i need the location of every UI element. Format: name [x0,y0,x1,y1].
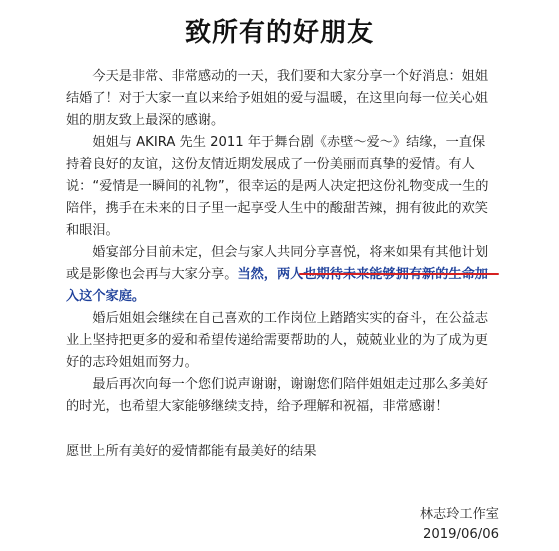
closing-wish: 愿世上所有美好的爱情都能有最美好的结果 [66,444,317,459]
paragraph-story: 姐姐与 AKIRA 先生 2011 年于舞台剧《赤壁～爱～》结缘，一直保持着良好的友谊，这份友情近期发展成了一份美丽而真挚的爱情。有人说：“爱情是一瞬间的礼物”，很幸运的是两人决定把这份礼物变成一生的陪伴，携手在未来的日子里一起享受人生中的酸甜苦辣，拥有彼此的欢笑和眼泪。 [66,135,489,238]
paragraph-announcement: 今天是非常、非常感动的一天，我们要和大家分享一个好消息：姐姐结婚了！对于大家一直以来给予姐姐的爱与温暖，在这里向每一位关心姐姐的朋友致上最深的感谢。 [66,69,489,128]
letter-title: 致所有的好朋友 [184,18,374,48]
paragraph-wedding [66,242,498,308]
signature-block [319,505,499,545]
letter-body [66,66,498,418]
signature-studio: 林志玲工作室 [419,507,499,522]
highlighted-sentence: 当然，两人也期待未来能够拥有新的生命加入这个家庭。 [66,267,488,304]
paragraph-career: 婚后姐姐会继续在自己喜欢的工作岗位上踏踏实实的奋斗，在公益志业上坚持把更多的爱和希望传递给需要帮助的人，兢兢业业的为了成为更好的志玲姐姐而努力。 [66,311,489,370]
signature-date: 2019/06/06 [422,527,499,542]
paragraph-wedding-text: 婚宴部分目前未定，但会与家人共同分享喜悦，将来如果有其他计划或是影像也会再与大家分享。 [66,245,489,282]
paragraph-thanks: 最后再次向每一个您们说声谢谢，谢谢您们陪伴姐姐走过那么多美好的时光，也希望大家能够继续支持，给予理解和祝福，非常感谢！ [66,377,489,414]
